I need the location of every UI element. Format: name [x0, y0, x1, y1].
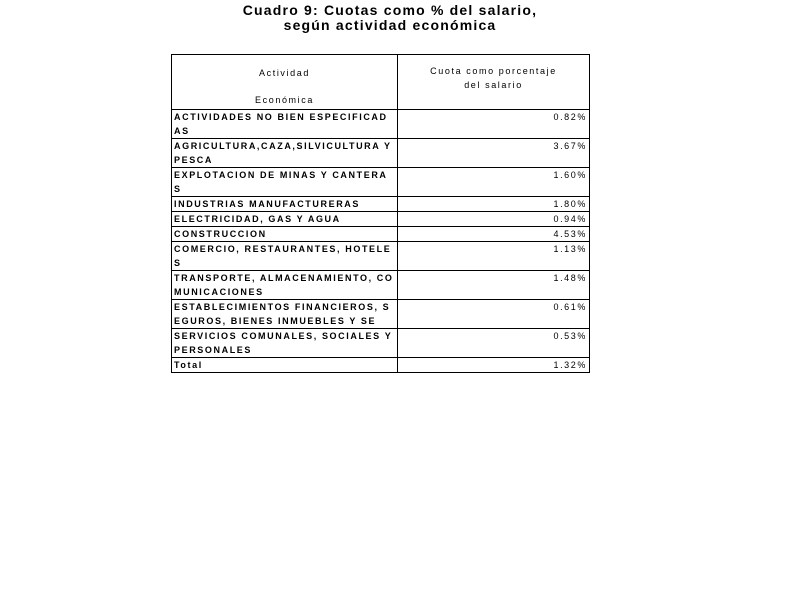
activity-cell: AGRICULTURA,CAZA,SILVICULTURA Y PESCA — [172, 139, 398, 168]
header-activity-top: Actividad — [259, 68, 310, 78]
value-cell: 0.94% — [398, 212, 590, 227]
value-cell: 1.48% — [398, 271, 590, 300]
header-cuota — [398, 55, 590, 110]
header-cuota-line2: del salario — [464, 80, 523, 90]
value-cell: 0.61% — [398, 300, 590, 329]
value-cell: 1.13% — [398, 242, 590, 271]
title-line-2: según actividad económica — [283, 17, 497, 33]
value-cell: 0.53% — [398, 329, 590, 358]
activity-cell: CONSTRUCCION — [172, 227, 398, 242]
header-cuota-line1: Cuota como porcentaje — [430, 66, 557, 76]
value-cell: 4.53% — [398, 227, 590, 242]
table-row — [172, 300, 590, 329]
activity-cell: INDUSTRIAS MANUFACTURERAS — [172, 197, 398, 212]
header-activity — [172, 55, 398, 110]
value-cell: 0.82% — [398, 110, 590, 139]
total-label-cell: Total — [172, 358, 398, 373]
table-row — [172, 110, 590, 139]
value-cell: 3.67% — [398, 139, 590, 168]
title-line-1: Cuadro 9: Cuotas como % del salario, — [242, 2, 538, 18]
activity-cell: ACTIVIDADES NO BIEN ESPECIFICADAS — [172, 110, 398, 139]
value-cell: 1.60% — [398, 168, 590, 197]
table-title — [150, 3, 630, 33]
activity-cell: ESTABLECIMIENTOS FINANCIEROS, SEGUROS, BIENES INMUEBLES Y SE — [172, 300, 398, 329]
activity-cell: ELECTRICIDAD, GAS Y AGUA — [172, 212, 398, 227]
table-row — [172, 227, 590, 242]
activity-cell: EXPLOTACION DE MINAS Y CANTERAS — [172, 168, 398, 197]
header-row — [172, 55, 590, 110]
table-row — [172, 271, 590, 300]
table-row — [172, 329, 590, 358]
activity-cell: TRANSPORTE, ALMACENAMIENTO, COMUNICACIONES — [172, 271, 398, 300]
activity-cell: SERVICIOS COMUNALES, SOCIALES Y PERSONALES — [172, 329, 398, 358]
table-row — [172, 197, 590, 212]
data-table — [171, 54, 590, 373]
header-activity-bottom: Económica — [255, 95, 314, 105]
table-row — [172, 139, 590, 168]
value-cell: 1.80% — [398, 197, 590, 212]
table-row — [172, 242, 590, 271]
table-row — [172, 212, 590, 227]
activity-cell: COMERCIO, RESTAURANTES, HOTELES — [172, 242, 398, 271]
total-value-cell: 1.32% — [398, 358, 590, 373]
table-row — [172, 168, 590, 197]
total-row — [172, 358, 590, 373]
